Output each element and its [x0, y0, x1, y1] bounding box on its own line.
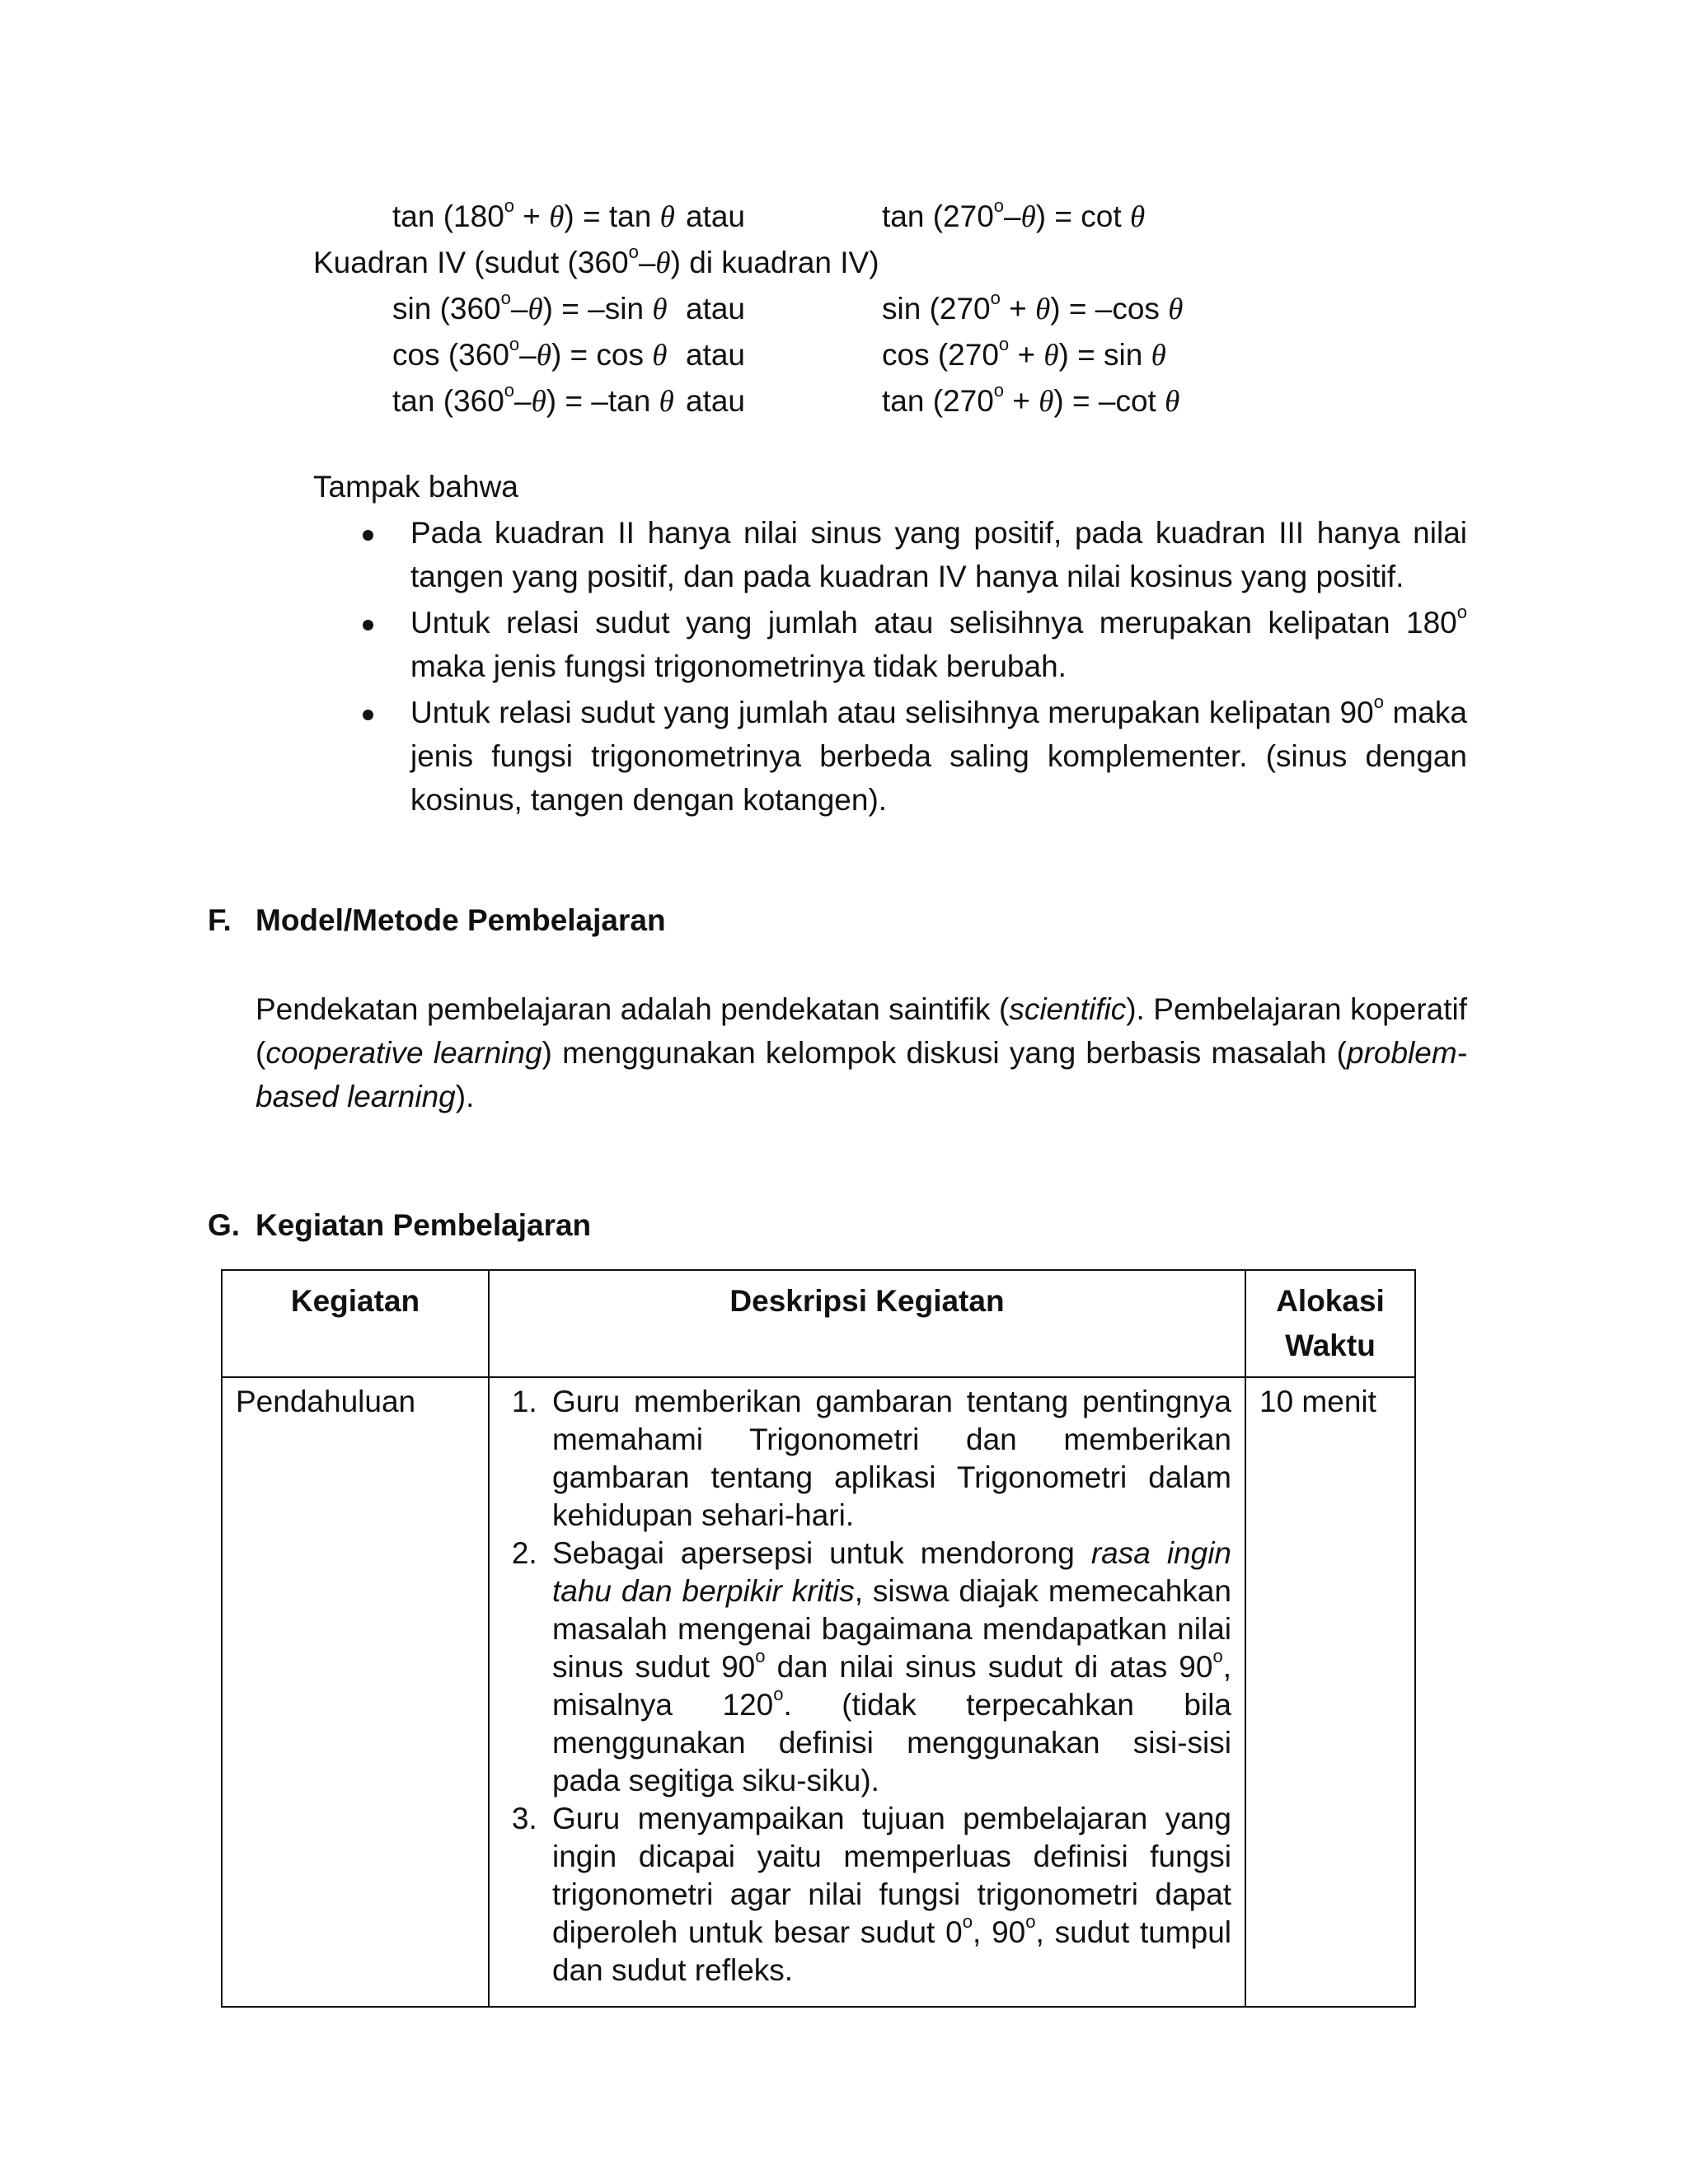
header-time: Alokasi Waktu	[1245, 1270, 1415, 1377]
formula-connector: atau	[686, 199, 746, 233]
table-header-row	[222, 1270, 1415, 1377]
activity-cell: Pendahuluan	[222, 1377, 489, 2007]
formula-row4-left: $\tan (360^o-\theta) = -\tan$ θ	[392, 380, 674, 419]
bullet-dot-icon	[363, 530, 373, 541]
bullet-dot-icon	[363, 710, 373, 720]
activities-table	[221, 1269, 1416, 2008]
table-row	[222, 1377, 1415, 2007]
observation-bullet-2: Untuk relasi sudut yang jumlah atau selisihnya merupakan kelipatan 180$^o$ maka jenis fungsi trigonometrinya tidak berubah.	[410, 602, 1467, 683]
formula-connector: atau	[686, 292, 746, 326]
section-f-letter: F.	[208, 903, 232, 937]
section-g-letter: G.	[208, 1208, 241, 1242]
section-f-paragraph: Pendekatan pembelajaran adalah pendekatan saintifik (scientific). Pembelajaran koperatif (cooperative learning) menggunakan kelompok diskusi yang berbasis masalah (problem-based learning).	[256, 992, 1467, 1113]
description-cell	[489, 1377, 1245, 2007]
observation-intro: Tampak bahwa	[313, 470, 518, 504]
header-activity: Kegiatan	[222, 1270, 489, 1377]
bullet-dot-icon	[363, 620, 373, 630]
formula-row3-left: $\cos (360^o-\theta) = \cos \theta$	[392, 334, 668, 373]
formula-row3-right: $\cos (270^o + \theta) = \sin \theta$	[882, 334, 1166, 373]
header-description: Deskripsi Kegiatan	[489, 1270, 1245, 1377]
observation-bullet-1: Pada kuadran II hanya nilai sinus yang positif, pada kuadran III hanya nilai tangen yang positif, dan pada kuadran IV hanya nilai kosinus yang positif.	[410, 516, 1467, 593]
section-g-title: Kegiatan Pembelajaran	[256, 1208, 592, 1242]
formula-connector: atau	[686, 338, 746, 372]
description-item-1: 1. Guru memberikan gambaran tentang pentingnya memahami Trigonometri dan memberikan gambaran tentang aplikasi Trigonometri dalam kehidupan sehari-hari.	[546, 1383, 1231, 1535]
section-f-title: Model/Metode Pembelajaran	[256, 903, 666, 937]
description-item-3: 3. Guru menyampaikan tujuan pembelajaran yang ingin dicapai yaitu memperluas definisi fungsi trigonometri agar nilai fungsi trigonometri dapat diperoleh untuk besar sudut 0$^o$, 90$^o$, sudut tumpul dan sudut refleks.	[546, 1800, 1231, 1990]
formula-connector: atau	[686, 384, 746, 418]
formula-row2-right: $\sin (270^o + \theta) = -\cos$ θ	[882, 288, 1184, 326]
quadrant-iv-heading: Kuadran IV (sudut (360$^o$–θ) di kuadran IV)	[313, 241, 879, 280]
formula-row4-right: $\tan (270^o + \theta) = -\cot$ θ	[882, 380, 1180, 419]
observation-bullet-3: Untuk relasi sudut yang jumlah atau selisihnya merupakan kelipatan 90$^o$ maka jenis fungsi trigonometrinya berbeda saling komplementer. (sinus dengan kosinus, tangen dengan kotangen).	[410, 691, 1468, 817]
description-item-2: 2. Sebagai apersepsi untuk mendorong rasa ingin tahu dan berpikir kritis, siswa diajak memecahkan masalah mengenai bagaimana mendapatkan nilai sinus sudut 90$^o$ dan nilai sinus sudut di atas 90$^o$, misalnya 120$^o$. (tidak terpecahkan bila menggunakan definisi menggunakan sisi-sisi pada segitiga siku-siku).	[546, 1535, 1231, 1800]
formula-row1-left: $\tan (180^o + \theta) = \tan \theta$	[392, 195, 675, 234]
time-cell: 10 menit	[1245, 1377, 1415, 2007]
formula-row1-right: $\tan (270^o-\theta) = \cot \theta$	[882, 195, 1146, 234]
formula-row2-left: $\sin (360^o-\theta) = -\sin$ θ	[392, 288, 668, 326]
